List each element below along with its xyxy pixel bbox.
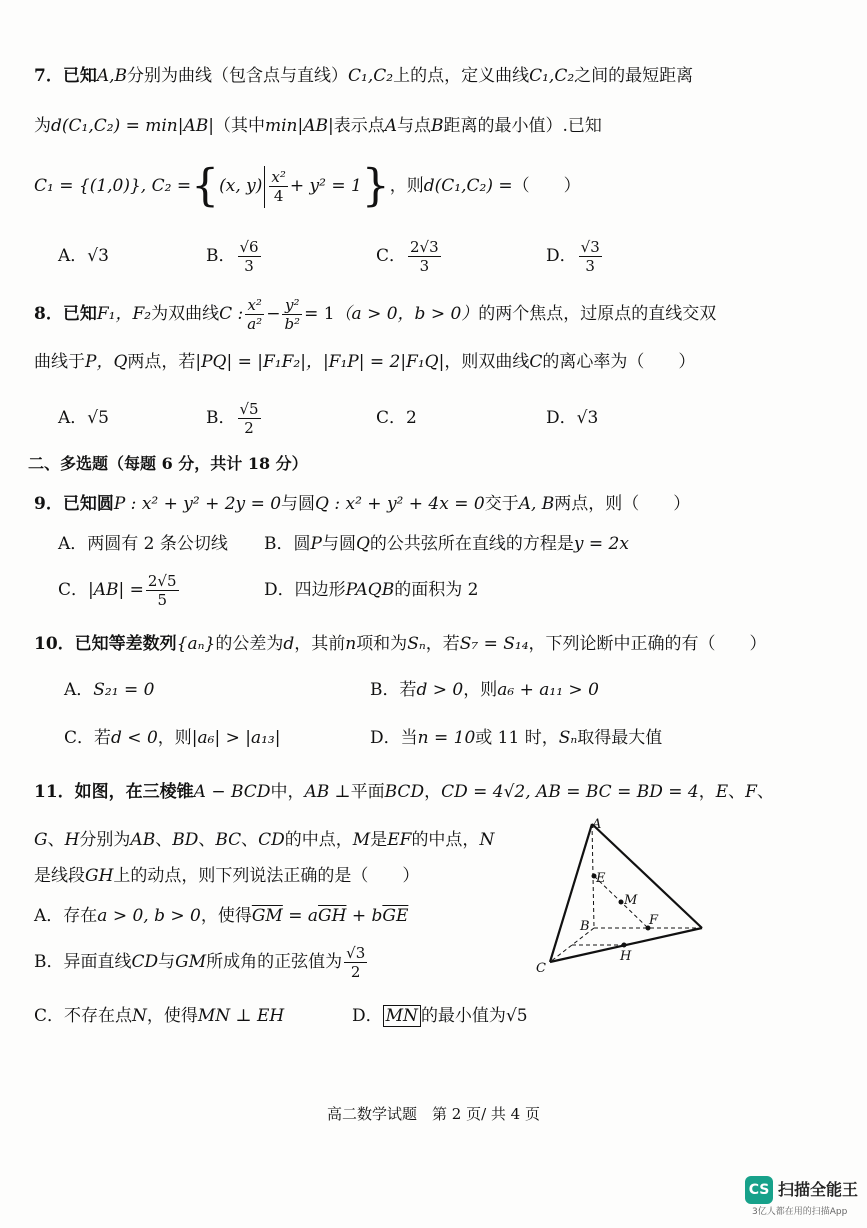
q11-a-c: ，使得 [200, 906, 252, 926]
q11-perp: AB ⊥ [304, 782, 351, 802]
q7-option-a [58, 236, 206, 276]
option-label: C． [58, 580, 89, 600]
q8-line2 [34, 350, 695, 374]
q8-frac-y [282, 296, 302, 333]
q8-c: C [529, 352, 543, 372]
watermark-app-name: 扫描全能王 [778, 1180, 859, 1199]
q8-l2c: 两点，若 [127, 352, 196, 372]
option-value: 2 [406, 408, 417, 428]
q7-option-d [546, 238, 604, 275]
q7-ask: d(C₁,C₂) = [423, 176, 513, 196]
q9-c-a: |AB| = [88, 580, 144, 600]
q8-pq: P，Q [85, 352, 128, 372]
q11-line3 [34, 864, 419, 888]
q11-a-eq: = a [282, 906, 319, 926]
q7-brace-right: } [361, 160, 390, 212]
q10-option-a [64, 678, 370, 702]
q11-vec-gm: $\overline{GM}$ [251, 906, 283, 926]
q8-number: 8．已知 [34, 304, 97, 324]
q11-b-e: 所成角的正弦值为 [206, 952, 343, 972]
q11-s2: 分别为 [79, 830, 131, 850]
option-label: B．若 [370, 680, 417, 700]
q9-option-b [264, 534, 629, 554]
q8-text: 为双曲线 [151, 304, 220, 324]
q11-vec-gh: $\overline{GH}$ [318, 906, 347, 926]
q8-l2e: ，则双曲线 [444, 352, 530, 372]
q10-a-val: S₂₁ = 0 [93, 680, 155, 700]
q7-blank: （ ） [512, 176, 581, 196]
q11-bcd: BCD [384, 782, 425, 802]
q11-option-b [34, 940, 369, 984]
q8-frac-x [245, 296, 264, 333]
q11-e: E [715, 782, 729, 802]
q7-text1: 分别为曲线（包含点与直线） [127, 66, 349, 86]
q10-g: 项和为 [356, 634, 408, 654]
option-label: B． [206, 246, 236, 266]
q7-l2-f: A [384, 116, 397, 136]
label-h: H [620, 949, 632, 964]
q9-text: 与圆 [281, 494, 316, 514]
q11-b-c: 与 [158, 952, 176, 972]
q11-s3: 、 [155, 830, 173, 850]
q7-option-b [206, 236, 376, 276]
option-label: B． [206, 408, 236, 428]
q10-options-row1 [64, 678, 599, 702]
q9-d-a: D．四边形 [264, 580, 346, 600]
q10-option-b [370, 680, 599, 700]
q11-line1 [34, 780, 774, 804]
q11-b-cd: CD [131, 952, 159, 972]
q11-c-a: C．不存在点 [34, 1006, 133, 1026]
frac-num: √3 [580, 238, 600, 256]
q7-l2-g: 与点 [397, 116, 431, 136]
q10-i: ，若 [425, 634, 460, 654]
q7-ellipse-eq: + y² = 1 [289, 176, 362, 196]
q10-c: 的公差为 [215, 634, 284, 654]
q11-h: H [64, 830, 80, 850]
q11-sep2: 、 [756, 782, 774, 802]
q10-d1: n = 10 [417, 728, 476, 748]
q7-number: 7．已知 [34, 66, 97, 86]
q7-then: ，则 [389, 176, 424, 196]
frac-num: √6 [239, 238, 259, 256]
q10-e: ，其前 [294, 634, 346, 654]
frac-num: √3 [346, 944, 366, 962]
option-label: D． [546, 408, 577, 428]
section-heading-multiple-choice: 二、多选题（每题 6 分，共计 18 分） [28, 454, 308, 473]
q7-frac-den: 4 [273, 187, 284, 205]
q11-lengths: CD = 4√2, AB = BC = BD = 4 [441, 782, 699, 802]
label-m: M [624, 893, 638, 908]
watermark-tagline: 3亿人都在用的扫描App [752, 1207, 848, 1217]
q11-plane: 平面 [350, 782, 385, 802]
q9-b-f: y = 2x [573, 534, 629, 554]
q10-line1 [34, 632, 767, 656]
option-value: √3 [576, 408, 599, 428]
q8-eq: = 1 [304, 304, 335, 324]
q10-b3: a₆ + a₁₁ > 0 [497, 680, 599, 700]
option-fraction [238, 238, 261, 275]
frac-den: a² [247, 315, 263, 333]
q9-ask: 两点，则（ ） [554, 494, 691, 514]
q10-b2: ，则 [463, 680, 498, 700]
q8-condition: |PQ| = |F₁F₂|，|F₁P| = 2|F₁Q| [195, 352, 445, 372]
option-label: A． [64, 680, 94, 700]
q10-f: n [345, 634, 357, 654]
q7-text3: 之间的最短距离 [574, 66, 694, 86]
q11-g: G [34, 830, 48, 850]
q11-option-c [34, 1004, 352, 1028]
q8-text2: 的两个焦点，过原点的直线交双 [478, 304, 717, 324]
q11-option-a [34, 904, 408, 928]
q7-option-c [376, 236, 546, 276]
option-label: C． [376, 246, 407, 266]
q11-a-b: a > 0, b > 0 [97, 906, 201, 926]
q8-option-c [376, 398, 546, 438]
q8-line1 [34, 292, 716, 336]
q9-d-c: 的面积为 2 [394, 580, 479, 600]
camscanner-logo-icon: CS [745, 1176, 773, 1204]
frac-num: 2√3 [410, 238, 439, 256]
frac-num: y² [282, 296, 302, 315]
q7-c1c2-b: C₁,C₂ [529, 66, 575, 86]
q7-l2-h: B [431, 116, 444, 136]
q11-c-n: N [132, 1006, 147, 1026]
label-f: F [649, 913, 659, 928]
q7-sets: C₁ = {(1,0)}, C₂ = [34, 176, 192, 196]
frac-den: 3 [585, 257, 595, 275]
q10-seq: {aₙ} [176, 634, 216, 654]
q11-pyramid: A − BCD [193, 782, 271, 802]
q8-ask: 的离心率为（ ） [542, 352, 696, 372]
q10-d4: 取得最大值 [577, 728, 663, 748]
q11-option-d [352, 1006, 528, 1026]
q8-option-d [546, 408, 598, 428]
frac-num: x² [245, 296, 264, 315]
q7-fraction [269, 168, 287, 205]
q11-c-c: ，使得 [146, 1006, 198, 1026]
q11-s6: 的中点， [284, 830, 353, 850]
frac-den: 3 [244, 257, 254, 275]
q11-s8: 的中点， [411, 830, 480, 850]
frac-den: 2 [350, 963, 361, 981]
q11-gh: GH [85, 866, 114, 886]
label-b: B [580, 919, 590, 934]
q9-b-e: 的公共弦所在直线的方程是 [369, 534, 574, 554]
q7-l2-c: （其中 [213, 116, 265, 136]
frac-num: 2√5 [147, 572, 177, 590]
q11-number: 11．如图，在三棱锥 [34, 782, 194, 802]
q7-frac-num: x² [271, 168, 286, 186]
q11-comma: ， [424, 782, 442, 802]
q7-line1 [34, 64, 693, 88]
option-label: A． [58, 246, 88, 266]
q9-options-row1 [58, 532, 629, 556]
q10-b1: d > 0 [416, 680, 464, 700]
frac-den: 2 [244, 419, 254, 437]
q7-options [58, 236, 604, 276]
option-fraction [408, 238, 441, 275]
q11-b-gm: GM [175, 952, 207, 972]
q10-j: S₇ = S₁₄ [459, 634, 529, 654]
option-fraction [238, 400, 261, 437]
edge-ac [550, 824, 592, 962]
q11-c-d: MN ⊥ EH [197, 1006, 285, 1026]
q11-bc: BC [215, 830, 242, 850]
q7-l2-a: 为 [34, 116, 51, 136]
q7-line3 [34, 160, 581, 212]
q7-line2 [34, 114, 602, 138]
q9-b-d: Q [355, 534, 370, 554]
q11-m: M [352, 830, 371, 850]
q11-comma2: ， [698, 782, 716, 802]
q10-options-row2 [64, 726, 662, 750]
q9-b-b: P [310, 534, 322, 554]
q9-ab: A, B [518, 494, 555, 514]
q11-s4: 、 [198, 830, 216, 850]
q10-h: Sₙ [407, 634, 426, 654]
option-label: C． [376, 408, 407, 428]
q11-ef: EF [387, 830, 412, 850]
label-e: E [596, 871, 606, 886]
point-m [619, 900, 624, 905]
q10-d: d [283, 634, 295, 654]
q7-set-bar [264, 166, 265, 208]
q11-b-a: B．异面直线 [34, 952, 132, 972]
q10-option-c [64, 726, 370, 750]
q9-text2: 交于 [484, 494, 519, 514]
q7-l2-i: 距离的最小值）.已知 [443, 116, 602, 136]
q9-b-a: B．圆 [264, 534, 311, 554]
q11-s7: 是 [370, 830, 388, 850]
q10-d3: Sₙ [558, 728, 578, 748]
q11-t1: 中， [270, 782, 305, 802]
q7-distance-def: d(C₁,C₂) = min|AB| [51, 116, 214, 136]
q10-ask: ，下列论断中正确的有（ ） [528, 634, 767, 654]
frac-den: 3 [419, 257, 430, 275]
q10-c3: |a₆| > |a₁₃| [191, 728, 281, 748]
option-label: C．若 [64, 728, 112, 748]
q7-brace-left: { [191, 160, 220, 212]
q11-line2 [34, 828, 494, 852]
q7-xy: (x, y) [219, 176, 263, 196]
q7-ab: A,B [96, 66, 128, 86]
q7-c1c2: C₁,C₂ [348, 66, 394, 86]
q11-d-val: √5 [505, 1006, 528, 1026]
q11-s1: 、 [47, 830, 65, 850]
q9-options-row2 [58, 570, 478, 610]
q11-bd: BD [172, 830, 199, 850]
q8-cond: （a > 0，b > 0） [334, 304, 479, 324]
label-c: C [536, 961, 546, 976]
q9-b-c: 与圆 [321, 534, 356, 554]
q8-options [58, 398, 598, 438]
edge-ad [592, 824, 702, 928]
q10-c1: d < 0 [111, 728, 158, 748]
q9-option-d [264, 580, 478, 600]
frac-num: √5 [239, 400, 259, 418]
q8-foci: F₁，F₂ [96, 304, 152, 324]
q10-c2: ，则 [157, 728, 192, 748]
q8-option-b [206, 398, 376, 438]
q11-a-a: A．存在 [34, 906, 98, 926]
q11-ask: 上的动点，则下列说法正确的是（ ） [113, 866, 420, 886]
option-label: D． [546, 246, 577, 266]
option-fraction [579, 238, 602, 275]
q11-vec-mn: $\overline{MN}$ [383, 1005, 421, 1027]
q11-n: N [479, 830, 495, 850]
q11-d-c: 的最小值为 [420, 1006, 506, 1026]
q8-l2a: 曲线于 [34, 352, 85, 372]
q8-option-a [58, 398, 206, 438]
q11-cd: CD [258, 830, 285, 850]
point-h [622, 943, 627, 948]
q9-line1 [34, 492, 690, 516]
q11-b-frac [344, 944, 367, 981]
q7-text2: 上的点，定义曲线 [393, 66, 530, 86]
option-label: D．当 [370, 728, 418, 748]
q9-circle-q: Q : x² + y² + 4x = 0 [315, 494, 485, 514]
q9-d-b: PAQB [345, 580, 395, 600]
q7-l2-d: min|AB| [264, 116, 334, 136]
frac-den: b² [284, 315, 301, 333]
option-label: A． [58, 408, 88, 428]
q8-minus: − [266, 304, 281, 324]
option-label: D． [352, 1006, 383, 1026]
q11-options-cd [34, 1004, 528, 1028]
q11-l3a: 是线段 [34, 866, 85, 886]
q11-sep: 、 [728, 782, 746, 802]
q8-curve-name: C : [219, 304, 244, 324]
page-footer: 高二数学试题 第 2 页/ 共 4 页 [327, 1105, 540, 1123]
q11-s5: 、 [241, 830, 259, 850]
q9-c-frac [146, 572, 179, 609]
option-value: √3 [87, 246, 109, 266]
frac-den: 5 [157, 591, 167, 609]
q10-number: 10．已知等差数列 [34, 634, 177, 654]
q9-circle-p: P : x² + y² + 2y = 0 [113, 494, 282, 514]
q9-option-c [58, 570, 264, 610]
pyramid-figure [520, 812, 720, 988]
q9-option-a: A．两圆有 2 条公切线 [58, 534, 228, 554]
q10-d2: 或 11 时， [475, 728, 559, 748]
q11-vec-ge: $\overline{GE}$ [382, 906, 409, 926]
label-a: A [592, 817, 602, 832]
q7-l2-e: 表示点 [333, 116, 385, 136]
q10-option-d [370, 728, 662, 748]
option-value: √5 [87, 408, 109, 428]
q9-number: 9．已知圆 [34, 494, 114, 514]
q11-a-plus: + b [346, 906, 383, 926]
q11-ab: AB [130, 830, 156, 850]
q11-f: F [745, 782, 757, 802]
